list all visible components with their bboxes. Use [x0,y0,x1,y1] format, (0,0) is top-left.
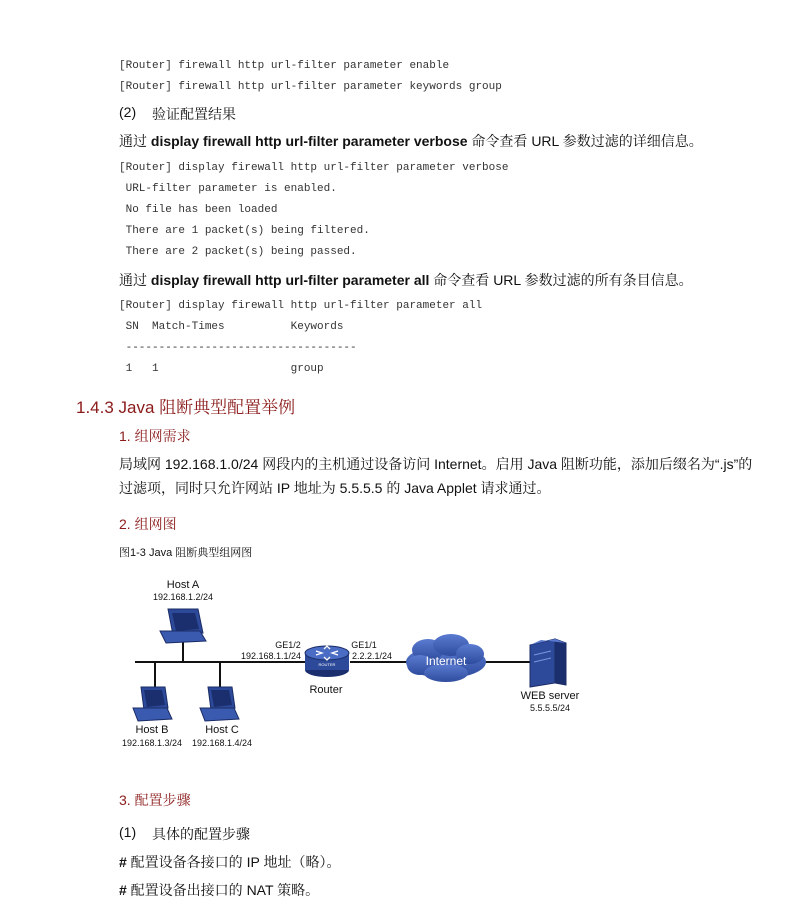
host-b-name: Host B [135,724,169,736]
host-c-icon [200,687,239,721]
code-line: SN Match-Times Keywords [119,321,344,333]
code-line: No file has been loaded [119,204,278,216]
subsection-heading: 3. 配置步骤 [119,792,191,808]
step-text: 具体的配置步骤 [152,826,250,842]
verbose-paragraph [119,131,703,151]
internet-label: Internet [425,654,467,668]
subsection-heading: 1. 组网需求 [119,428,191,444]
note-text: 配置设备各接口的 IP 地址（略）。 [126,854,341,870]
code-line: There are 1 packet(s) being filtered. [119,225,370,237]
code-line: There are 2 packet(s) being passed. [119,246,357,258]
host-c-ip: 192.168.1.4/24 [191,738,253,748]
step-number: (1) [119,824,137,840]
requirement-paragraph: 局域网 192.168.1.0/24 网段内的主机通过设备访问 Internet。启用 Java 阻断功能，添加后缀名为“.js”的过滤项，同时只允许网站 IP 地址为 5.5.5.5 的 Java Applet 请求通过。 [119,456,753,496]
note-line [119,880,319,900]
host-a-ip: 192.168.1.2/24 [152,592,214,602]
note-line [119,852,340,872]
command-name: display firewall http url-filter parameter verbose [150,133,468,149]
server-name: WEB server [520,690,580,702]
subsection-heading: 2. 组网图 [119,516,177,532]
command-name: display firewall http url-filter parameter all [150,272,430,288]
para-suffix: 命令查看 URL 参数过滤的所有条目信息。 [429,272,693,288]
hash-mark: # [119,854,127,870]
para-suffix: 命令查看 URL 参数过滤的详细信息。 [467,133,703,149]
server-ip: 5.5.5.5/24 [529,703,571,713]
section-heading: 1.4.3 Java 阻断典型配置举例 [76,398,296,417]
host-b-icon [133,687,172,721]
step-number: (2) [119,104,137,120]
router-name: Router [309,684,343,696]
code-line: 1 1 group [119,363,324,375]
host-b-ip: 192.168.1.3/24 [121,738,183,748]
host-a-name: Host A [166,579,200,591]
para-prefix: 通过 [119,133,151,149]
router-badge: ROUTER [318,662,336,667]
para-prefix: 通过 [119,272,151,288]
host-a-icon [160,609,206,643]
hash-mark: # [119,882,127,898]
code-line: [Router] firewall http url-filter parameter keywords group [119,81,502,93]
network-diagram [0,565,800,760]
note-text: 配置设备出接口的 NAT 策略。 [126,882,320,898]
code-line: [Router] display firewall http url-filter parameter all [119,300,483,312]
code-line: [Router] firewall http url-filter parameter enable [119,60,450,72]
host-c-name: Host C [205,724,239,736]
figure-caption: 图1-3 Java 阻断典型组网图 [119,547,253,559]
ge12-ip: 192.168.1.1/24 [240,651,302,661]
step-text: 验证配置结果 [152,106,236,122]
web-server-icon [530,639,566,687]
code-line: [Router] display firewall http url-filter parameter verbose [119,162,509,174]
ge11-ip: 2.2.2.1/24 [351,651,393,661]
code-line: URL-filter parameter is enabled. [119,183,337,195]
all-paragraph [119,270,693,290]
ge11-port: GE1/1 [351,640,377,650]
code-line: ----------------------------------- [119,342,357,354]
ge12-port: GE1/2 [275,640,301,650]
